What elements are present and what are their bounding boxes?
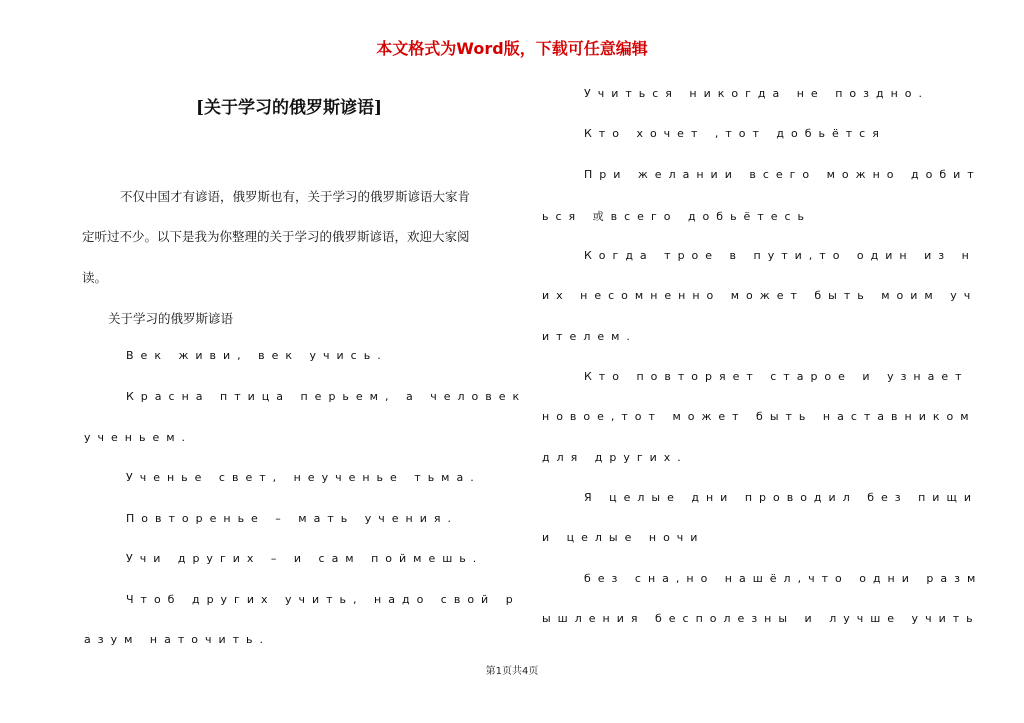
proverb-line: Чтоб других учить, надо свой р — [126, 593, 520, 606]
proverb-line: ься 或всего добьётесь — [542, 210, 812, 223]
proverb-line: Учи других – и сам поймешь. — [126, 552, 484, 565]
proverb-line: для других. — [542, 451, 688, 464]
proverb-line: ителем. — [542, 330, 637, 343]
proverb-line: Я целые дни проводил без пищи — [584, 491, 978, 504]
watermark-banner: 本文格式为Word版，下载可任意编辑 — [376, 39, 648, 58]
proverb-line: Учиться никогда не поздно. — [584, 87, 929, 100]
proverb-line: ученьем. — [84, 431, 193, 444]
proverb-line: Когда трое в пути,то один из н — [584, 249, 976, 262]
proverb-line: Ученье свет, неученье тьма. — [126, 471, 481, 484]
proverb-line: Кто хочет ,тот добьётся — [584, 127, 886, 140]
proverb-line: Повторенье – мать учения. — [126, 512, 458, 525]
proverb-line: ышления бесполезны и лучше учить — [542, 612, 980, 625]
proverb-line: Век живи, век учись. — [126, 349, 388, 362]
proverb-line: и целые ночи — [542, 531, 705, 544]
proverb-line: При желании всего можно добит — [584, 168, 981, 181]
proverb-line: Кто повторяет старое и узнает — [584, 370, 969, 383]
page-number: 第1页共4页 — [485, 666, 539, 677]
proverb-line: Красна птица перьем, а человек — [126, 390, 527, 403]
section-heading: 关于学习的俄罗斯谚语 — [108, 311, 234, 326]
proverb-line: новое,тот может быть наставником — [542, 410, 976, 423]
proverb-line: азум наточить. — [84, 633, 270, 646]
paragraph-line: 读。 — [82, 270, 108, 285]
proverb-line: без сна,но нашёл,что одни разм — [584, 572, 983, 585]
paragraph-line: 定听过不少。以下是我为你整理的关于学习的俄罗斯谚语，欢迎大家阅 — [82, 229, 470, 244]
proverb-line: их несомненно может быть моим уч — [542, 289, 978, 302]
paragraph-line: 不仅中国才有谚语，俄罗斯也有，关于学习的俄罗斯谚语大家肯 — [120, 189, 471, 204]
document-title: [关于学习的俄罗斯谚语] — [195, 98, 383, 118]
